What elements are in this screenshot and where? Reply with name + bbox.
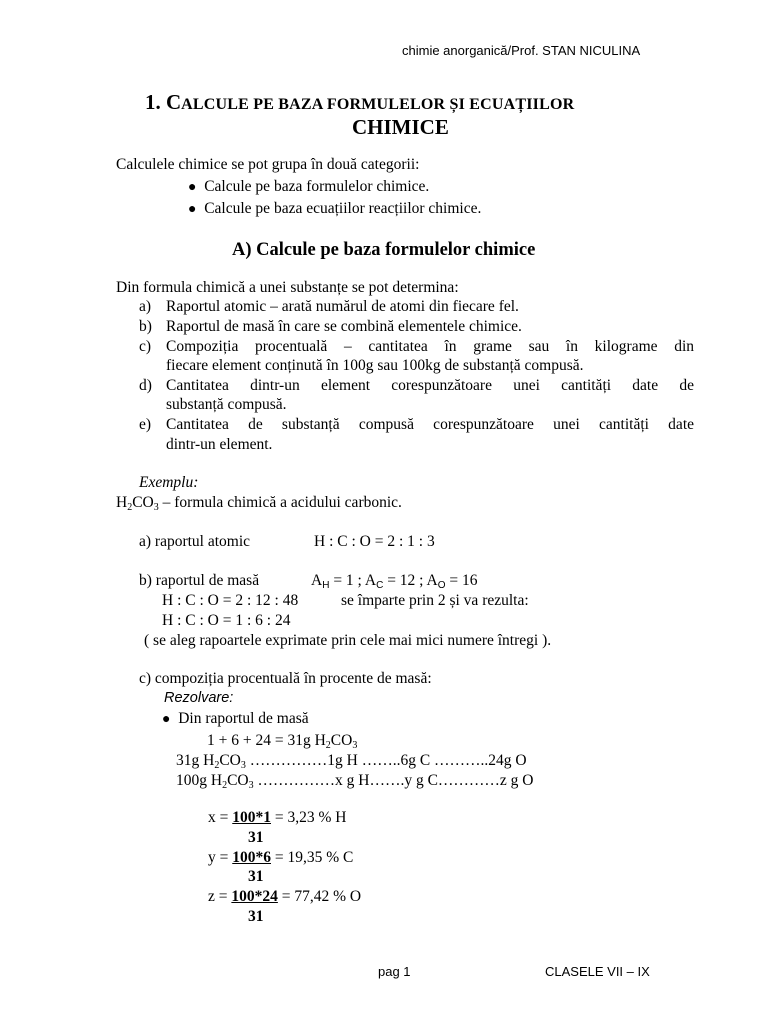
list-item-cont: substanță compusă. [166, 396, 287, 413]
divide-note: se împarte prin 2 și va rezulta: [341, 592, 529, 609]
intro-bullet: ● Calcule pe baza ecuațiilor reacțiilor chimice. [188, 200, 482, 217]
mass-ratio-label: b) raportul de masă [139, 572, 260, 589]
example-formula: $H_2CO_3$ – formula chimică a acidului carbonic. [116, 494, 402, 513]
list-item: Cantitatea de substanță compusă corespunzătoare unei cantități date [166, 416, 694, 433]
chapter-title: 1. CALCULE PE BAZA FORMULELOR ȘI ECUAȚIILOR [145, 90, 575, 114]
list-item: Raportul atomic – arată numărul de atomi din fiecare fel. [166, 298, 519, 315]
atomic-ratio-label: a) raportul atomic [139, 533, 251, 550]
chapter-title-line2: CHIMICE [352, 115, 449, 139]
page-header: chimie anorganică/Prof. STAN NICULINA [402, 43, 641, 58]
calc-y-denominator: 31 [248, 868, 264, 885]
list-item-cont: fiecare element conținută în 100g sau 100kg de substanță compusă. [166, 357, 584, 374]
determine-lead: Din formula chimică a unei substanțe se pot determina: [116, 279, 459, 296]
intro-bullet: ● Calcule pe baza formulelor chimice. [188, 178, 430, 195]
calc-x-denominator: 31 [248, 829, 264, 846]
list-label: d) [139, 377, 152, 394]
solution-label: Rezolvare: [164, 690, 234, 706]
list-label: e) [139, 416, 152, 433]
footer-classes: CLASELE VII – IX [545, 964, 650, 979]
list-item: Compoziția procentuală – cantitatea în grame sau în kilograme din [166, 338, 694, 355]
calc-z-denominator: 31 [248, 908, 264, 925]
molar-sum: 1 + 6 + 24 = 31g $H_2CO_3$ [207, 732, 358, 751]
example-label: Exemplu: [139, 474, 199, 491]
mass-ratio-2: H : C : O = 1 : 6 : 24 [162, 612, 291, 629]
list-item: Cantitatea dintr-un element corespunzătoare unei cantități date de [166, 377, 694, 394]
atomic-ratio: H : C : O = 2 : 1 : 3 [314, 533, 435, 550]
list-label: c) [139, 338, 152, 355]
calc-z: z = 100*24 = 77,42 % O [208, 888, 362, 905]
proportion-line-1: 31g $H_2CO_3$ ……………1g H ……..6g C ………..24g O [176, 752, 527, 771]
composition-label: c) compoziția procentuală în procente de masă: [139, 670, 432, 687]
intro-text: Calculele chimice se pot grupa în două categorii: [116, 156, 420, 173]
ratio-note: ( se aleg rapoartele exprimate prin cele mai mici numere întregi ). [144, 632, 552, 649]
list-item-cont: dintr-un element. [166, 436, 273, 453]
mass-ratio-1: H : C : O = 2 : 12 : 48 [162, 592, 299, 609]
list-item: Raportul de masă în care se combină elementele chimice. [166, 318, 522, 335]
calc-y: y = 100*6 = 19,35 % C [208, 849, 354, 866]
list-label: b) [139, 318, 152, 335]
list-label: a) [139, 298, 152, 315]
section-title: A) Calcule pe baza formulelor chimice [232, 240, 536, 260]
page-number: pag 1 [378, 964, 411, 979]
solution-bullet: ● Din raportul de masă [162, 710, 309, 727]
proportion-line-2: 100g $H_2CO_3$ ……………x g H…….y g C…………z g O [176, 772, 534, 791]
atomic-masses: $A_H = 1$ ; $A_C = 12$ ; $A_O = 16$ [311, 572, 478, 591]
calc-x: x = 100*1 = 3,23 % H [208, 809, 347, 826]
